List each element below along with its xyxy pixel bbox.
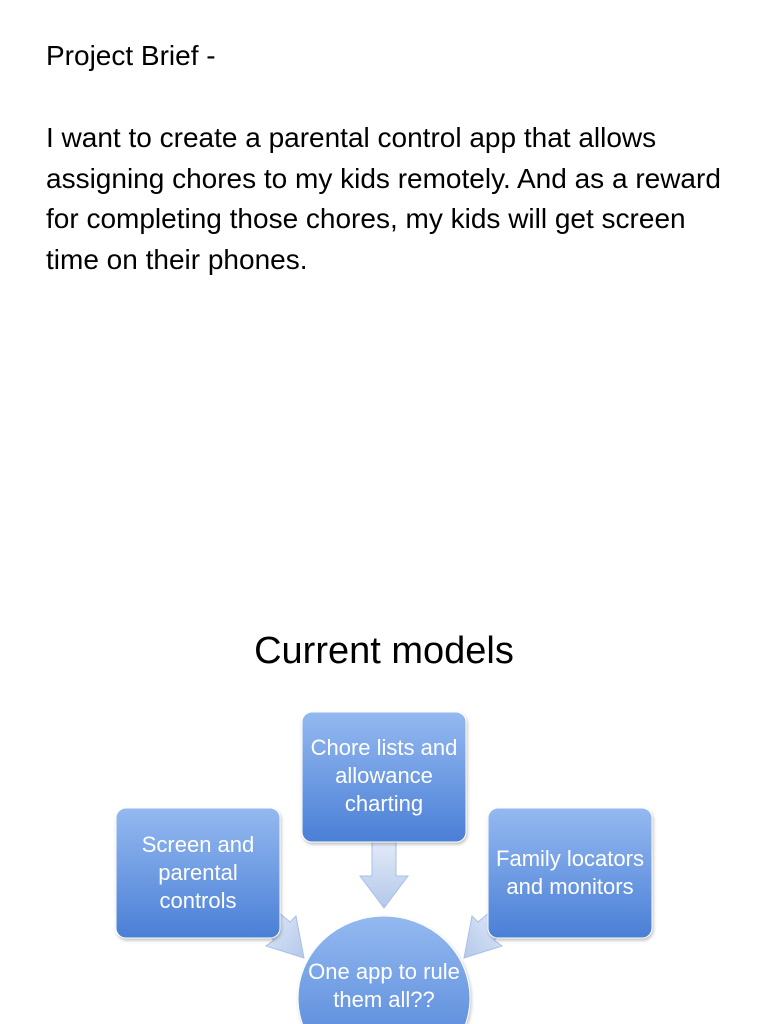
node-right-label: Family locators and monitors — [496, 846, 644, 899]
node-center-label: One app to rule them all?? — [308, 959, 460, 1012]
brief-body: I want to create a parental control app that allows assigning chores to my kids remotely. And as a reward for completing those chores, my kids will get screen time on their phones. — [46, 122, 721, 275]
section-title: Current models — [254, 630, 514, 672]
arrow-top-to-center — [360, 842, 408, 908]
brief-heading: Project Brief - — [46, 40, 216, 71]
models-diagram — [0, 700, 768, 1024]
node-left-label: Screen and parental controls — [141, 832, 255, 913]
node-top-label: Chore lists and allowance charting — [310, 735, 458, 816]
